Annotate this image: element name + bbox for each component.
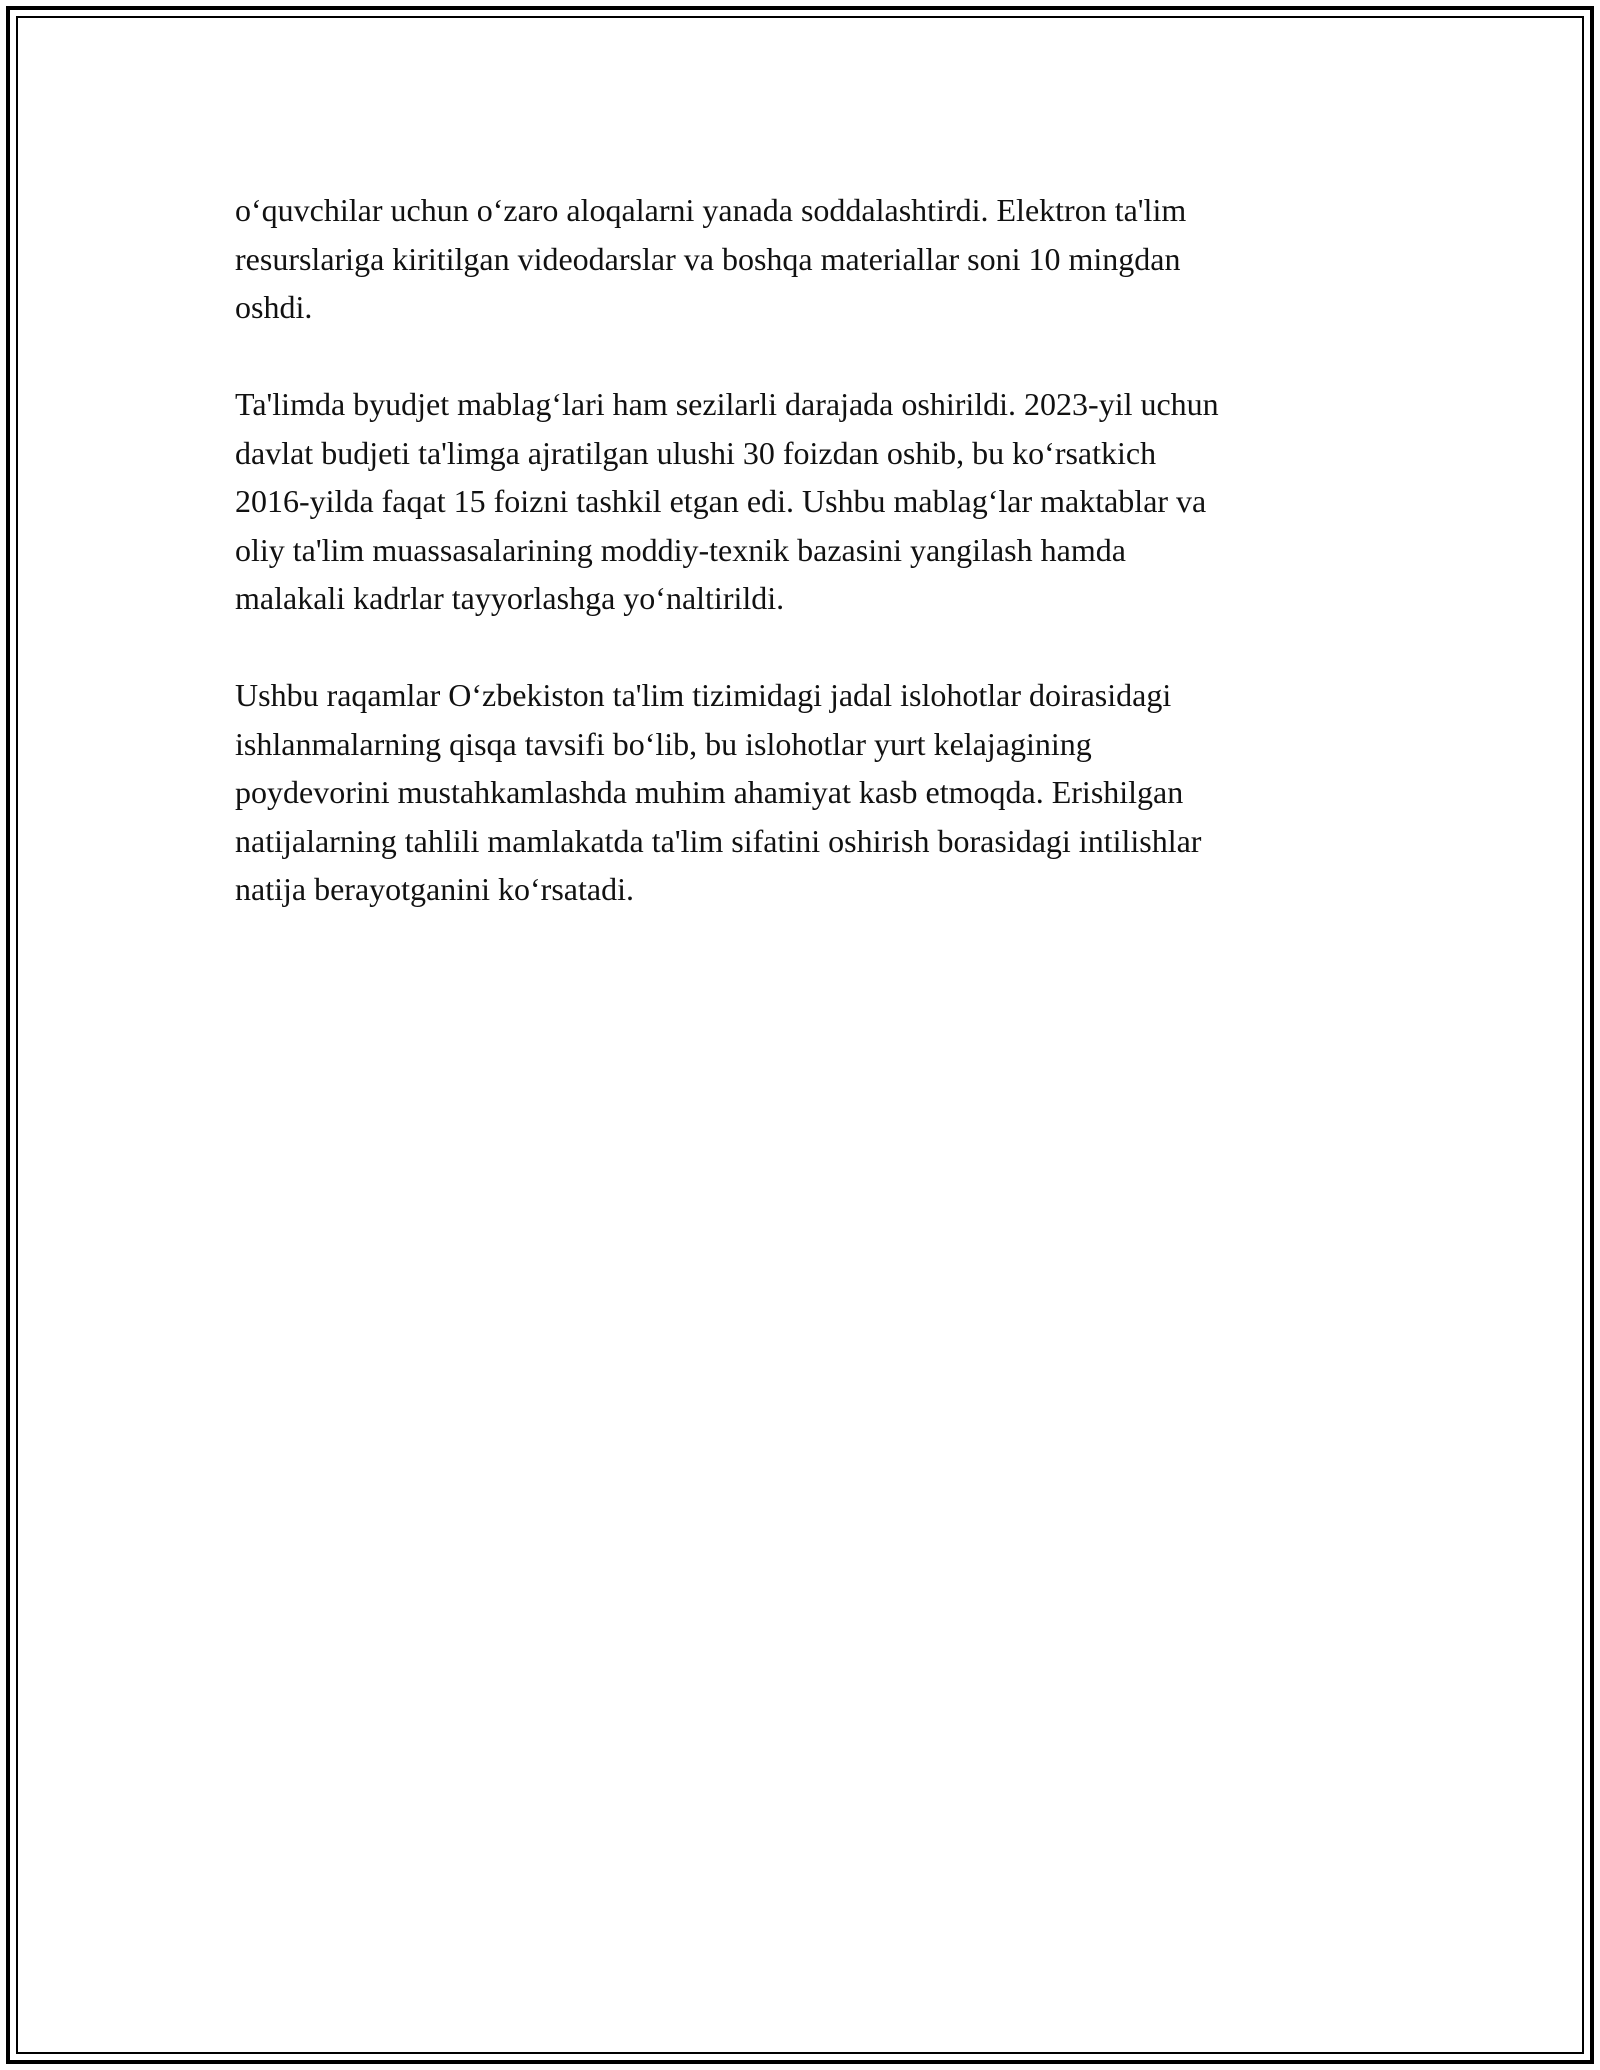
paragraph-line: malakali kadrlar tayyorlashga yo‘naltirildi.	[235, 580, 785, 616]
paragraph-line: natija berayotganini ko‘rsatadi.	[235, 871, 634, 907]
paragraph-line: natijalarning tahlili mamlakatda ta'lim sifatini oshirish borasidagi intilishlar	[235, 822, 1202, 859]
paragraph-line: oliy ta'lim muassasalarining moddiy-texnik bazasini yangilash hamda	[235, 531, 1126, 568]
paragraph-line: resurslariga kiritilgan videodarslar va boshqa materiallar soni 10 mingdan	[235, 240, 1181, 277]
document-body	[235, 186, 1375, 962]
paragraph-1	[235, 186, 1375, 332]
paragraph-3	[235, 671, 1375, 914]
paragraph-line: poydevorini mustahkamlashda muhim ahamiyat kasb etmoqda. Erishilgan	[235, 774, 1184, 810]
paragraph-2	[235, 380, 1375, 623]
paragraph-line: Ta'limda byudjet mablag‘lari ham sezilarli darajada oshirildi. 2023-yil uchun	[235, 386, 1219, 422]
paragraph-line: 2016-yilda faqat 15 foizni tashkil etgan edi. Ushbu mablag‘lar maktablar va	[235, 483, 1207, 519]
paragraph-line: ishlanmalarning qisqa tavsifi bo‘lib, bu islohotlar yurt kelajagining	[235, 725, 1092, 762]
paragraph-line: Ushbu raqamlar O‘zbekiston ta'lim tizimidagi jadal islohotlar doirasidagi	[235, 677, 1172, 713]
paragraph-line: davlat budjeti ta'limga ajratilgan ulushi 30 foizdan oshib, bu ko‘rsatkich	[235, 434, 1157, 471]
paragraph-line: o‘quvchilar uchun o‘zaro aloqalarni yanada soddalashtirdi. Elektron ta'lim	[235, 192, 1187, 228]
paragraph-line: oshdi.	[235, 289, 313, 325]
